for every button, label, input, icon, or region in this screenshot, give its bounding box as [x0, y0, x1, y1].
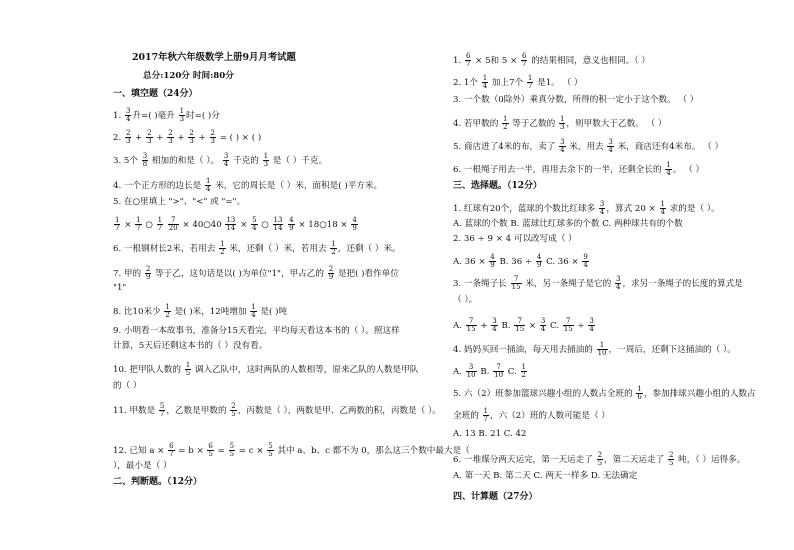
- question-5: 5. 在○里填上 ">"、"<" 或 "="。: [113, 197, 246, 207]
- fraction: $\frac{6}{5}$: [208, 442, 213, 458]
- fraction: $\frac{3}{4}$: [492, 317, 497, 333]
- tf-question-5: 5. 商店进了4米的布，卖了 $\frac{3}{4}$ 米，用去 $\frac{3}{4}$ 米，商店还有4米布。 （ ）: [453, 138, 724, 154]
- fraction: $\frac{7}{15}$: [466, 317, 476, 333]
- fraction: $\frac{3}{10}$: [466, 363, 476, 379]
- fraction: $\frac{1}{3}$: [559, 115, 565, 131]
- fraction: $\frac{6}{7}$: [169, 442, 174, 458]
- fraction: $\frac{5}{4}$: [252, 216, 257, 232]
- mc-question-4-options: A. $\frac{3}{10}$ B. $\frac{7}{10}$ C. $\frac{1}{2}$: [453, 363, 526, 379]
- fraction: $\frac{4}{9}$: [289, 216, 294, 232]
- fraction: $\frac{13}{14}$: [273, 216, 283, 232]
- fraction: $\frac{13}{14}$: [226, 216, 236, 232]
- fraction: $\frac{1}{10}$: [597, 341, 607, 357]
- fraction: $\frac{1}{7}$: [483, 407, 488, 423]
- tf-question-3: 3. 一个数（0除外）乘真分数，所得的积一定小于这个数。 （ ）: [453, 95, 699, 105]
- fraction: $\frac{1}{2}$: [503, 115, 508, 131]
- question-11: 11. 甲数是 $\frac{5}{7}$ ，乙数是甲数的 $\frac{2}{5}$ ，丙数是（ ），两数是甲、乙两数的积，丙数是（ ）。: [113, 402, 441, 418]
- page-title: 2017年秋六年级数学上册9月月考试题: [132, 52, 296, 63]
- fraction: $\frac{6}{7}$: [465, 52, 471, 68]
- mc-question-1: 1. 红球有20个，蓝球的个数比红球多 $\frac{3}{4}$ ，算式 20 × $\frac{1}{4}$ 求的是（ ）。: [453, 200, 720, 216]
- fraction: $\frac{1}{4}$: [206, 177, 211, 193]
- mc-question-5-cont: 全班的 $\frac{1}{7}$ ，六（2）班的人数可能是（ ）: [453, 407, 610, 423]
- tf-question-4: 4. 若甲数的 $\frac{1}{2}$ 等于乙数的 $\frac{1}{3}$ ，则甲数大于乙数。 （ ）: [453, 115, 667, 131]
- mc-question-1-options: A. 蓝球的个数 B. 蓝球比红球多的个数 C. 两种球共有的个数: [453, 219, 683, 229]
- fraction: $\frac{2}{3}$: [147, 129, 152, 145]
- fraction: $\frac{2}{3}$: [168, 129, 173, 145]
- mc-question-6-options: A. 第一天 B. 第二天 C. 两天一样多 D. 无法确定: [453, 471, 638, 481]
- fraction: $\frac{4}{9}$: [352, 216, 357, 232]
- fraction: $\frac{7}{15}$: [563, 317, 573, 333]
- fraction: $\frac{1}{4}$: [666, 161, 671, 177]
- mc-question-3-options: A. $\frac{7}{15}$ + $\frac{3}{4}$ B. $\frac{7}{15}$ × $\frac{3}{4}$ C. $\frac{7}{15}$ ÷ $\frac{3}{4}$: [453, 317, 594, 333]
- mc-question-5: 5. 六（2）班参加篮球兴趣小组的人数占全班的 $\frac{1}{6}$ ，参加排球兴趣小组的人数占: [453, 385, 756, 401]
- fraction: $\frac{5}{5}$: [229, 442, 235, 458]
- question-7: 7. 甲的 $\frac{2}{9}$ 等于乙，这句话是以( )为单位"1"，甲占乙的 $\frac{2}{9}$ 是把( )看作单位: [113, 265, 399, 281]
- fraction: $\frac{2}{9}$: [145, 265, 151, 281]
- fraction: $\frac{1}{7}$: [527, 74, 533, 90]
- mc-question-3-cont: （ ）。: [453, 295, 478, 305]
- mc-question-5-options: A. 13 B. 21 C. 42: [453, 429, 527, 439]
- fraction: $\frac{3}{8}$: [142, 152, 148, 168]
- section-fill-blank: 一、填空题（24分）: [113, 89, 198, 99]
- fraction: $\frac{1}{4}$: [482, 74, 488, 90]
- fraction: $\frac{2}{3}$: [210, 129, 215, 145]
- fraction: $\frac{4}{9}$: [490, 253, 495, 269]
- question-9: 9. 小明看一本故事书，准备分15天看完，平均每天看这本书的（ ）。照这样: [113, 326, 400, 336]
- right-column: [445, 0, 794, 550]
- section-true-false: 二、判断题。（12分）: [113, 477, 203, 487]
- question-5-comparisons: $\frac{1}{7}$ × $\frac{1}{7}$ ○ $\frac{1}{7}$ $\frac{7}{20}$ × 40○40 $\frac{13}{14}$ × $\frac{5}{4}$ ○ $\frac{13}{14}$ $\frac{4}{9}$ × 18○18 × $\frac{4}{9}$: [115, 216, 357, 232]
- question-10: 10. 把甲队人数的 $\frac{1}{5}$ 调入乙队中，这时两队的人数相等，原来乙队的人数是甲队: [113, 361, 419, 377]
- question-4: 4. 一个正方形的边长是 $\frac{1}{4}$ 米，它的周长是（ ）米，面积是( )平方米。: [113, 177, 383, 193]
- mc-question-2-options: A. 36 × $\frac{4}{9}$ B. 36 ÷ $\frac{4}{9}$ C. 36 × $\frac{9}{4}$: [453, 253, 588, 269]
- fraction: $\frac{5}{7}$: [159, 402, 165, 418]
- question-12-cont: ），最小是（ ）: [113, 461, 172, 471]
- fraction: $\frac{1}{3}$: [263, 152, 269, 168]
- question-12: 12. 已知 a × $\frac{6}{7}$ = b × $\frac{6}{5}$ = $\frac{5}{5}$ = c × $\frac{5}{5}$ 其中 a、b、c 都不为 0，那么这三个数中最大是（: [113, 442, 470, 458]
- question-8: 8. 比10米少 $\frac{1}{2}$ 是( )米，12吨增加 $\frac{1}{4}$ 是( )吨: [113, 303, 288, 319]
- question-9-cont: 计算，5天后还剩这本书的（ ）没有看。: [113, 341, 268, 351]
- fraction: $\frac{7}{20}$: [168, 216, 178, 232]
- fraction: $\frac{1}{7}$: [157, 216, 163, 232]
- question-3: 3. 5个 $\frac{3}{8}$ 相加的和是（ ）。 $\frac{3}{4}$ 千克的 $\frac{1}{3}$ 是（ ）千克。: [113, 152, 328, 168]
- question-10-cont: 的（ ）: [113, 381, 142, 391]
- fraction: $\frac{3}{4}$: [223, 152, 229, 168]
- fraction: $\frac{4}{9}$: [536, 253, 542, 269]
- fraction: $\frac{3}{4}$: [599, 200, 605, 216]
- fraction: $\frac{1}{2}$: [165, 303, 170, 319]
- fraction: $\frac{7}{15}$: [515, 317, 525, 333]
- fraction: $\frac{1}{2}$: [331, 240, 336, 256]
- fraction: $\frac{1}{3}$: [179, 107, 185, 123]
- fraction: $\frac{2}{3}$: [189, 129, 194, 145]
- question-7-cont: "1": [113, 283, 127, 293]
- mc-question-4: 4. 妈妈买回一捅油，每天用去捅油的 $\frac{1}{10}$ ，一周后，还剩下这捅油的（ ）。: [453, 341, 736, 357]
- mc-question-2: 2. 36 ÷ 9 × 4 可以改写成（ ）: [453, 234, 577, 244]
- fraction: $\frac{3}{4}$: [608, 138, 613, 154]
- fraction: $\frac{9}{4}$: [583, 253, 588, 269]
- fraction: $\frac{2}{5}$: [668, 451, 674, 467]
- question-6: 6. 一根钢材长2米，若用去 $\frac{1}{2}$ 米，还剩（ ）米，若用去 $\frac{1}{2}$ ，还剩（ ）米。: [113, 240, 401, 256]
- fraction: $\frac{3}{4}$: [125, 107, 131, 123]
- fraction: $\frac{1}{6}$: [637, 385, 642, 401]
- fraction: $\frac{3}{4}$: [589, 317, 594, 333]
- fraction: $\frac{7}{15}$: [511, 275, 521, 291]
- section-calculation: 四、计算题（27分）: [453, 492, 538, 502]
- tf-question-2: 2. 1个 $\frac{1}{4}$ 加上7个 $\frac{1}{7}$ 是1。 （ ）: [453, 74, 583, 90]
- fraction: $\frac{1}{2}$: [220, 240, 225, 256]
- score-time-line: 总分:120分 时间:80分: [143, 71, 234, 81]
- fraction: $\frac{2}{5}$: [231, 402, 236, 418]
- question-1: 1. $\frac{3}{4}$ 升=( )毫升 $\frac{1}{3}$ 时=( )分: [113, 107, 220, 123]
- question-2: 2. $\frac{2}{3}$ + $\frac{2}{3}$ + $\frac{2}{3}$ + $\frac{2}{3}$ + $\frac{2}{3}$ = ( ) × ( ): [113, 129, 262, 145]
- fraction: $\frac{1}{7}$: [115, 216, 120, 232]
- tf-question-6: 6. 一根绳子用去一半，再用去余下的一半，还剩全长的 $\frac{1}{4}$ 。 （ ）: [453, 161, 705, 177]
- fraction: $\frac{6}{7}$: [522, 52, 527, 68]
- fraction: $\frac{2}{5}$: [597, 451, 603, 467]
- fraction: $\frac{1}{2}$: [521, 363, 526, 379]
- mc-question-3: 3. 一条绳子长 $\frac{7}{15}$ 米，另一条绳子是它的 $\frac{3}{4}$ ，求另一条绳子的长度的算式是: [453, 275, 743, 291]
- fraction: $\frac{3}{4}$: [615, 275, 621, 291]
- tf-question-1: 1. $\frac{6}{7}$ × 5和 5 × $\frac{6}{7}$ 的结果相同，意义也相同。（ ）: [453, 52, 650, 68]
- fraction: $\frac{7}{10}$: [494, 363, 504, 379]
- section-multiple-choice: 三、选择题。（12分）: [453, 181, 543, 191]
- fraction: $\frac{3}{4}$: [540, 317, 546, 333]
- fraction: $\frac{5}{5}$: [268, 442, 273, 458]
- mc-question-6: 6. 一堆煤分两天运完，第一天运走了 $\frac{2}{5}$ ，第二天运走了 $\frac{2}{5}$ 吨，（ ）运得多。: [453, 451, 746, 467]
- fraction: $\frac{2}{3}$: [125, 129, 131, 145]
- fraction: $\frac{1}{5}$: [185, 361, 191, 377]
- fraction: $\frac{1}{4}$: [660, 200, 665, 216]
- fraction: $\frac{2}{9}$: [328, 265, 334, 281]
- fraction: $\frac{1}{4}$: [251, 303, 256, 319]
- fraction: $\frac{3}{4}$: [560, 138, 565, 154]
- fraction: $\frac{1}{7}$: [136, 216, 141, 232]
